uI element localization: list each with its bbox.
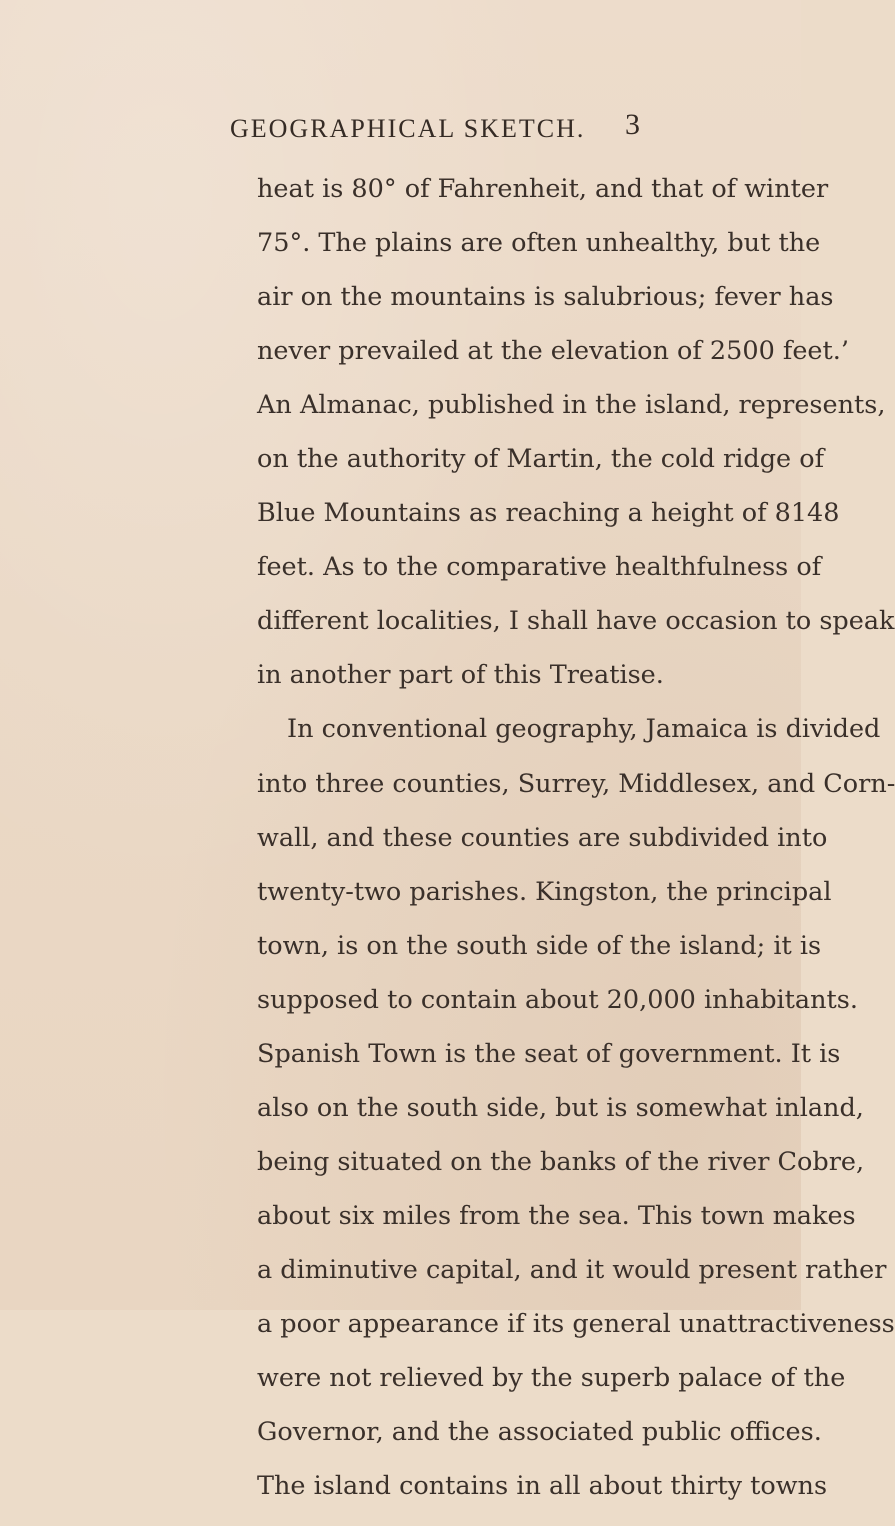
text-line: Blue Mountains as reaching a height of 8148 bbox=[257, 498, 840, 529]
text-line: a poor appearance if its general unattractiveness bbox=[257, 1308, 895, 1339]
text-line: Spanish Town is the seat of government. It is bbox=[257, 1038, 841, 1069]
running-head-title: GEOGRAPHICAL SKETCH. bbox=[230, 114, 586, 143]
body-text bbox=[257, 174, 895, 1526]
text-line: being situated on the banks of the river Cobre, bbox=[257, 1146, 865, 1177]
text-line: Governor, and the associated public offices. bbox=[257, 1417, 822, 1448]
text-line: were not relieved by the superb palace of the bbox=[257, 1363, 846, 1394]
text-line: feet. As to the comparative healthfulness of bbox=[257, 552, 822, 583]
paragraph-start-line: In conventional geography, Jamaica is divided bbox=[287, 714, 881, 745]
text-line: twenty-two parishes. Kingston, the principal bbox=[257, 876, 832, 907]
text-line: An Almanac, published in the island, represents, bbox=[257, 390, 886, 421]
text-line: heat is 80° of Fahrenheit, and that of winter bbox=[257, 174, 829, 204]
text-line: air on the mountains is salubrious; fever has bbox=[257, 282, 834, 313]
text-line: on the authority of Martin, the cold ridge of bbox=[257, 444, 825, 475]
text-line: different localities, I shall have occasion to speak bbox=[257, 606, 895, 637]
text-line: never prevailed at the elevation of 2500 feet.’ bbox=[257, 336, 849, 367]
page-number: 3 bbox=[625, 108, 640, 141]
text-line: The island contains in all about thirty towns bbox=[257, 1471, 828, 1502]
text-line: about six miles from the sea. This town makes bbox=[257, 1200, 856, 1231]
text-line: 75°. The plains are often unhealthy, but the bbox=[257, 228, 821, 259]
text-line: also on the south side, but is somewhat inland, bbox=[257, 1092, 864, 1123]
text-line: town, is on the south side of the island; it is bbox=[257, 930, 822, 961]
text-line: into three counties, Surrey, Middlesex, and Corn- bbox=[257, 768, 895, 799]
text-line: a diminutive capital, and it would present rather bbox=[257, 1254, 887, 1285]
paragraph-end-line: in another part of this Treatise. bbox=[257, 660, 664, 691]
text-line: supposed to contain about 20,000 inhabitants. bbox=[257, 984, 858, 1015]
text-line: wall, and these counties are subdivided into bbox=[257, 822, 828, 853]
running-head bbox=[0, 108, 801, 148]
